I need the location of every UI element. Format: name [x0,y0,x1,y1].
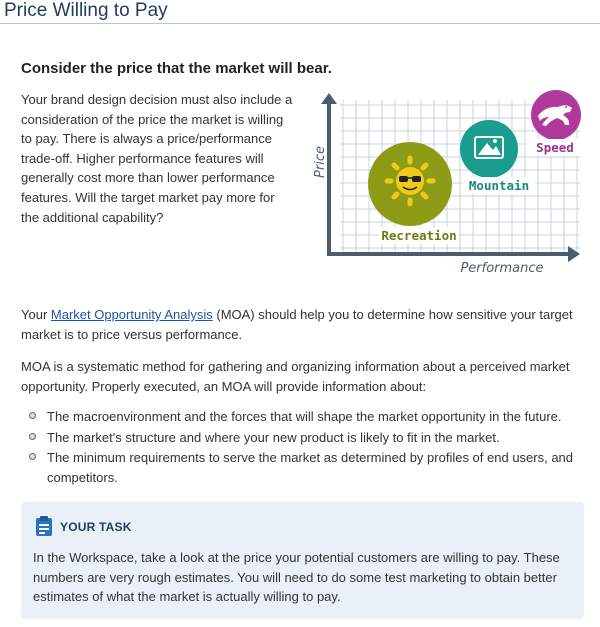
section-heading: Consider the price that the market will bear. [21,60,332,77]
x-axis-label: Performance [460,261,544,276]
task-box [21,502,584,619]
bullet-icon [29,453,36,460]
list-item [21,428,586,448]
list-item-text: The macroenvironment and the forces that will shape the market opportunity in the future. [47,409,562,424]
clipboard-icon [34,515,54,537]
list-item [21,448,586,487]
bullet-icon [29,433,36,440]
title-divider [0,23,600,24]
moa-prefix: Your [21,307,51,322]
info-list [21,407,586,488]
page-title: Price Willing to Pay [4,0,168,21]
list-item-text: The minimum requirements to serve the market as determined by profiles of end users, and competitors. [47,450,574,485]
moa-paragraph [21,305,586,344]
task-text: In the Workspace, take a look at the price your potential customers are willing to pay. These numbers are very rough estimates. You will need to do some test marketing to obtain better estimates of what the market is actually willing to pay. [33,550,560,605]
list-item-text: The market's structure and where your new product is likely to fit in the market. [47,429,500,445]
intro-paragraph: Your brand design decision must also include a consideration of the price the market is willing to pay. There is always a price/performance trade-off. Higher performance features will generally cost more than lower performance features. Will the target market pay more for the additional capability? [21,92,293,225]
mountain-label: Mountain [468,178,530,193]
moa-definition: MOA is a systematic method for gathering and organizing information about a perceived market opportunity. Properly executed, an MOA will provide information about: [21,359,570,394]
y-axis-arrow [321,93,337,104]
speed-label: Speed [536,140,574,155]
task-title: YOUR TASK [60,520,132,534]
moa-suffix: (MOA) should help you to determine how sensitive your target market is to price versus performance. [21,307,573,342]
recreation-label: Recreation [381,228,457,243]
moa-link[interactable]: Market Opportunity Analysis [50,307,213,322]
list-item [21,407,586,427]
bullet-icon [29,412,36,419]
y-axis-label: Price [313,146,328,178]
price-performance-diagram [300,90,590,280]
